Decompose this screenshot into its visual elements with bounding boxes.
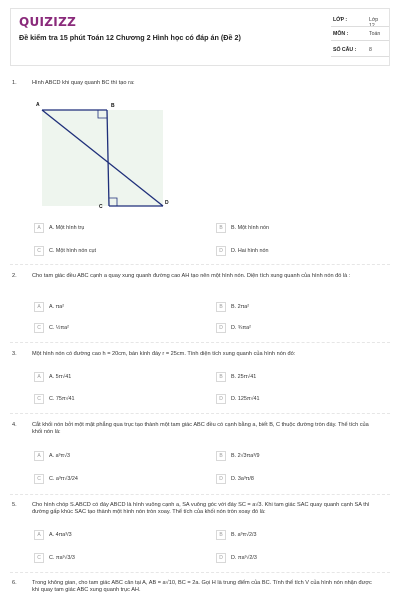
meta-underline [331,26,389,27]
question-divider [10,494,390,495]
meta-underline [331,56,389,57]
question-text: Một hình nón có đường cao h = 20cm, bán kính đáy r = 25cm. Tính diện tích xung quanh của hình nón đó: [32,351,296,357]
option-2c[interactable] [34,323,204,335]
option-letter: B [216,530,226,540]
meta-value: Lớp 12 [369,17,379,29]
option-3d[interactable] [216,394,386,406]
label-b: B [111,103,115,109]
option-letter: B [216,372,226,382]
worksheet-header [10,8,390,66]
option-text: A. 5π√41 [49,374,72,380]
option-text: D. Hai hình nón [231,248,269,254]
label-a: A [36,102,40,108]
document-title: Đề kiểm tra 15 phút Toán 12 Chương 2 Hình học có đáp án (Đề 2) [19,33,241,42]
option-letter: A [34,530,44,540]
option-letter: D [216,394,226,404]
option-letter: C [34,553,44,563]
quizizz-logo: QUIZIZZ [19,15,77,29]
meta-count [333,47,372,53]
option-letter: C [34,394,44,404]
trapezoid-figure [30,98,175,216]
option-text: C. ½πa² [49,325,69,331]
option-text: C. πa³√3/3 [49,555,75,561]
option-text: B. Một hình nón [231,225,270,231]
option-letter: C [34,474,44,484]
option-letter: C [34,323,44,333]
option-letter: D [216,553,226,563]
option-text: D. ¾πa² [231,325,251,331]
meta-value: Toán [369,31,381,37]
question-text: Cắt khối nón bởi một mặt phẳng qua trục tạo thành một tam giác ABC đều có cạnh bằng a, biết B, C thuộc đường tròn đáy. Thể tích của khối nón là: [32,422,369,436]
question-number: 4. [12,422,17,428]
option-5a[interactable] [34,530,204,542]
option-letter: A [34,372,44,382]
option-text: C. Một hình nón cụt [49,248,97,254]
option-2a[interactable] [34,302,204,314]
option-4d[interactable] [216,474,386,486]
option-letter: A [34,451,44,461]
question-text: Cho hình chóp S.ABCD có đáy ABCD là hình vuông cạnh a, SA vuông góc với đáy SC = a√3. Khi tam giác SAC quay quanh cạnh SA thì đường gấp khúc SAC tạo thành một hình nón tròn xoay. Thể tích của khối nón tròn xoay đó là: [32,502,370,516]
meta-value: 8 [369,47,372,53]
meta-label: MÔN : [333,31,349,37]
meta-underline [331,40,389,41]
meta-subject [333,31,381,37]
option-letter: D [216,474,226,484]
option-text: B. 2√3πa³/9 [231,453,260,459]
option-letter: B [216,302,226,312]
option-letter: B [216,223,226,233]
option-1d[interactable] [216,246,386,258]
option-5d[interactable] [216,553,386,565]
option-text: D. 125π√41 [231,396,260,402]
question-divider [10,264,390,265]
option-text: C. 75π√41 [49,396,75,402]
option-text: C. a³π√3/24 [49,476,78,482]
meta-label: SỐ CÂU : [333,47,357,53]
question-text: Trong không gian, cho tam giác ABC cân tại A, AB = a√10, BC = 2a. Gọi H là trung điểm của BC. Tính thể tích V của hình nón nhận được khi quay tam giác ABC xung quanh trục AH. [32,580,372,594]
option-letter: C [34,246,44,256]
question-number: 3. [12,351,17,357]
question-number: 6. [12,580,17,586]
option-text: B. a³π√2/3 [231,532,257,538]
option-letter: B [216,451,226,461]
option-3a[interactable] [34,372,204,384]
option-letter: A [34,302,44,312]
option-4c[interactable] [34,474,204,486]
option-text: B. 25π√41 [231,374,257,380]
label-d: D [165,200,169,206]
option-1b[interactable] [216,223,386,235]
option-text: A. Một hình trụ [49,225,85,231]
question-text: Cho tam giác đều ABC cạnh a quay xung quanh đường cao AH tạo nên một hình nón. Diện tích xung quanh của hình nón đó là : [32,273,351,279]
meta-class [333,17,379,29]
option-letter: D [216,246,226,256]
option-1a[interactable] [34,223,204,235]
option-5b[interactable] [216,530,386,542]
option-2d[interactable] [216,323,386,335]
option-5c[interactable] [34,553,204,565]
option-4a[interactable] [34,451,204,463]
option-3b[interactable] [216,372,386,384]
option-2b[interactable] [216,302,386,314]
option-text: B. 2πa² [231,304,250,310]
option-text: A. a³π√3 [49,453,71,459]
question-text: Hình ABCD khi quay quanh BC thì tạo ra: [32,80,135,86]
question-number: 5. [12,502,17,508]
option-4b[interactable] [216,451,386,463]
meta-label: LỚP : [333,17,348,23]
question-number: 1. [12,80,17,86]
question-divider [10,572,390,573]
question-divider [10,413,390,414]
option-1c[interactable] [34,246,204,258]
label-c: C [99,204,103,210]
question-number: 2. [12,273,17,279]
option-text: D. 3a³π/8 [231,476,254,482]
question-divider [10,342,390,343]
option-text: A. πa² [49,304,65,310]
option-text: D. πa³√2/3 [231,555,257,561]
option-letter: A [34,223,44,233]
option-3c[interactable] [34,394,204,406]
option-letter: D [216,323,226,333]
option-text: A. 4πa³/3 [49,532,72,538]
